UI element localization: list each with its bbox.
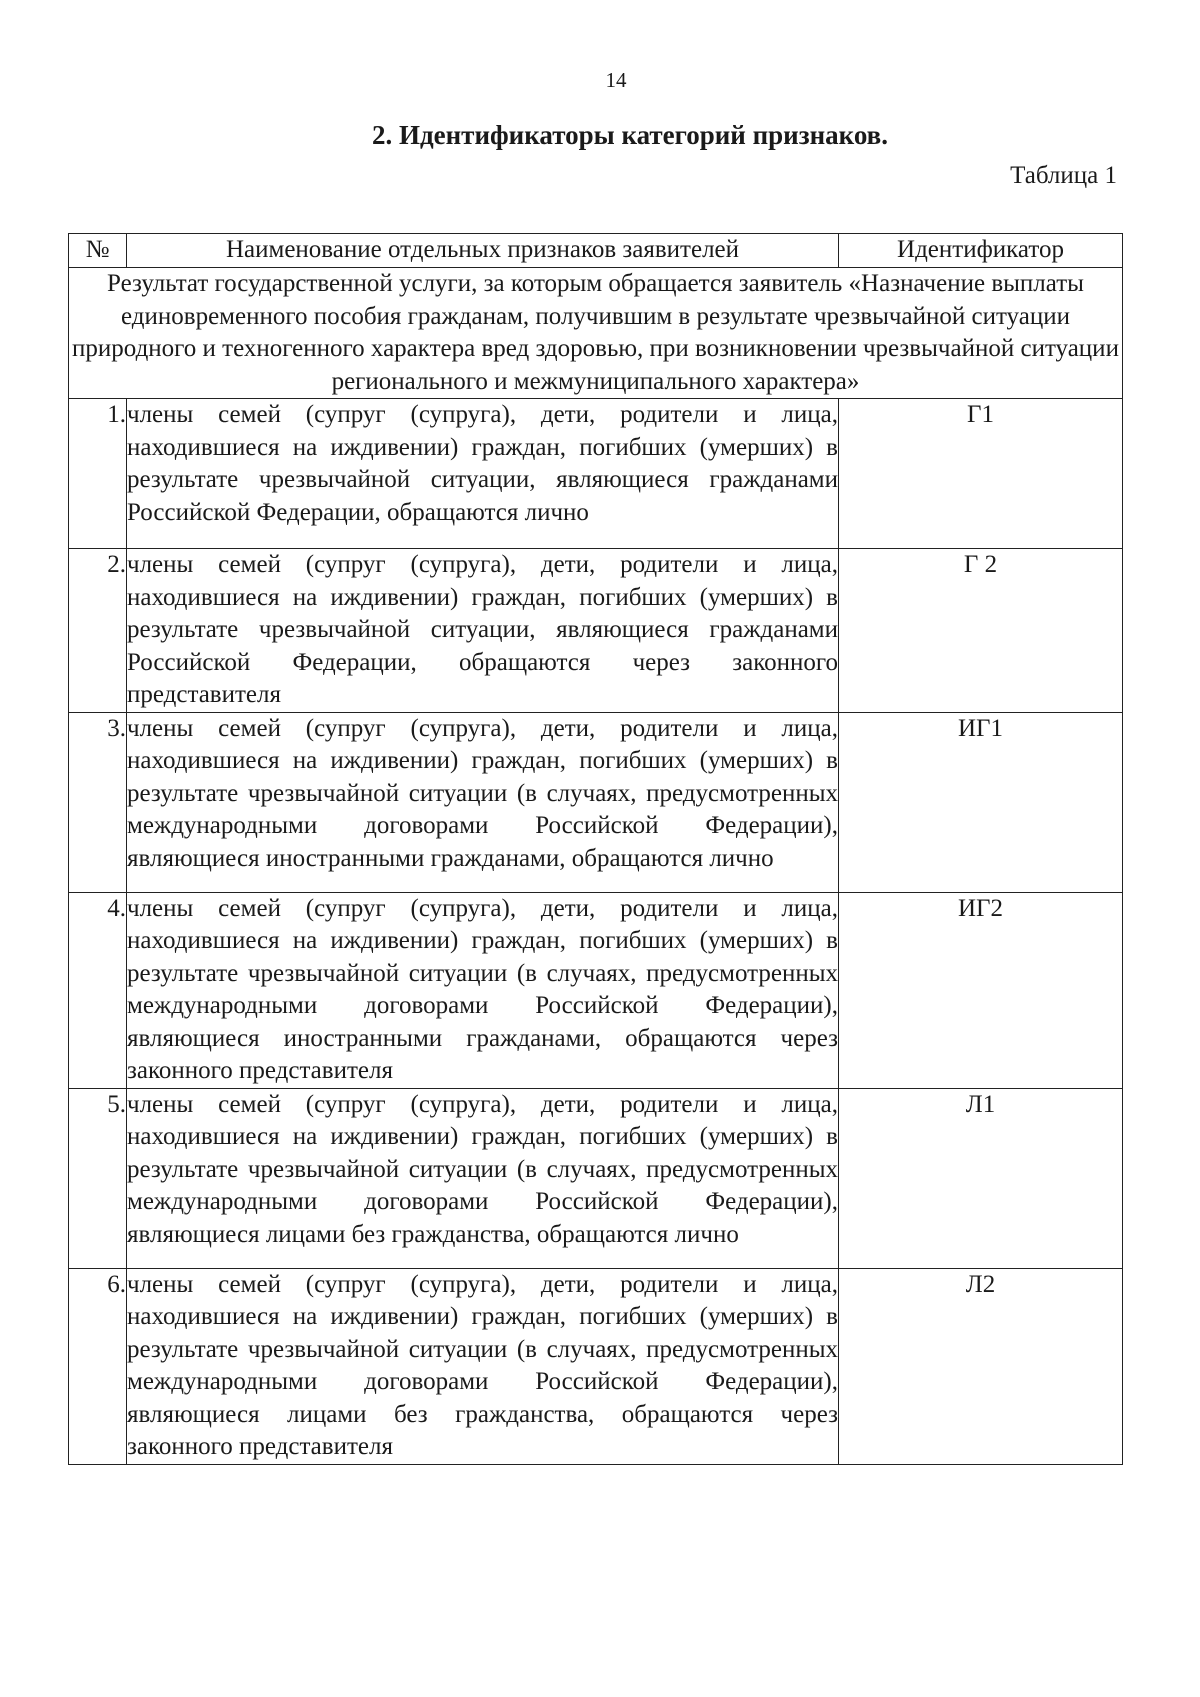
- row-identifier: Г 2: [839, 549, 1123, 713]
- row-identifier: Г1: [839, 399, 1123, 549]
- header-name: Наименование отдельных признаков заявителей: [127, 234, 839, 268]
- row-text: члены семей (супруг (супруга), дети, родители и лица, находившиеся на иждивении) граждан, погибших (умерших) в результате чрезвычайной ситуации, являющиеся гражданами Российской Федерации, обращаются лично: [127, 399, 839, 549]
- page-number: 14: [605, 68, 627, 92]
- table-row: [69, 399, 1123, 549]
- row-identifier: ИГ2: [839, 892, 1123, 1088]
- table-row: [69, 549, 1123, 713]
- table-row: [69, 892, 1123, 1088]
- row-number: 1.: [69, 399, 127, 549]
- row-text: члены семей (супруг (супруга), дети, родители и лица, находившиеся на иждивении) граждан, погибших (умерших) в результате чрезвычайной ситуации (в случаях, предусмотренных международными договорами Российской Федерации), являющиеся иностранными гражданами, обращаются через законного представителя: [127, 892, 839, 1088]
- row-number: 5.: [69, 1088, 127, 1268]
- result-row: [69, 268, 1123, 399]
- table-row: [69, 712, 1123, 892]
- header-number: №: [69, 234, 127, 268]
- row-text: члены семей (супруг (супруга), дети, родители и лица, находившиеся на иждивении) граждан, погибших (умерших) в результате чрезвычайной ситуации (в случаях, предусмотренных международными договорами Российской Федерации), являющиеся лицами без гражданства, обращаются через законного представителя: [127, 1268, 839, 1464]
- table-row: [69, 1268, 1123, 1464]
- row-identifier: Л2: [839, 1268, 1123, 1464]
- row-number: 4.: [69, 892, 127, 1088]
- section-title: 2. Идентификаторы категорий признаков.: [371, 120, 889, 150]
- table-header-row: [69, 234, 1123, 268]
- table-row: [69, 1088, 1123, 1268]
- table-caption: Таблица 1: [1010, 162, 1117, 189]
- row-identifier: Л1: [839, 1088, 1123, 1268]
- row-text: члены семей (супруг (супруга), дети, родители и лица, находившиеся на иждивении) граждан, погибших (умерших) в результате чрезвычайной ситуации (в случаях, предусмотренных международными договорами Российской Федерации), являющиеся иностранными гражданами, обращаются лично: [127, 712, 839, 892]
- row-number: 6.: [69, 1268, 127, 1464]
- row-text: члены семей (супруг (супруга), дети, родители и лица, находившиеся на иждивении) граждан, погибших (умерших) в результате чрезвычайной ситуации, являющиеся гражданами Российской Федерации, обращаются через законного представителя: [127, 549, 839, 713]
- row-number: 3.: [69, 712, 127, 892]
- row-identifier: ИГ1: [839, 712, 1123, 892]
- result-cell: Результат государственной услуги, за которым обращается заявитель «Назначение выплаты единовременного пособия гражданам, получившим в результате чрезвычайной ситуации природного и техногенного характера вред здоровью, при возникновении чрезвычайной ситуации регионального и межмуниципального характера»: [69, 268, 1123, 399]
- identifiers-table: [68, 233, 1123, 1465]
- row-number: 2.: [69, 549, 127, 713]
- row-text: члены семей (супруг (супруга), дети, родители и лица, находившиеся на иждивении) граждан, погибших (умерших) в результате чрезвычайной ситуации (в случаях, предусмотренных международными договорами Российской Федерации), являющиеся лицами без гражданства, обращаются лично: [127, 1088, 839, 1268]
- header-identifier: Идентификатор: [839, 234, 1123, 268]
